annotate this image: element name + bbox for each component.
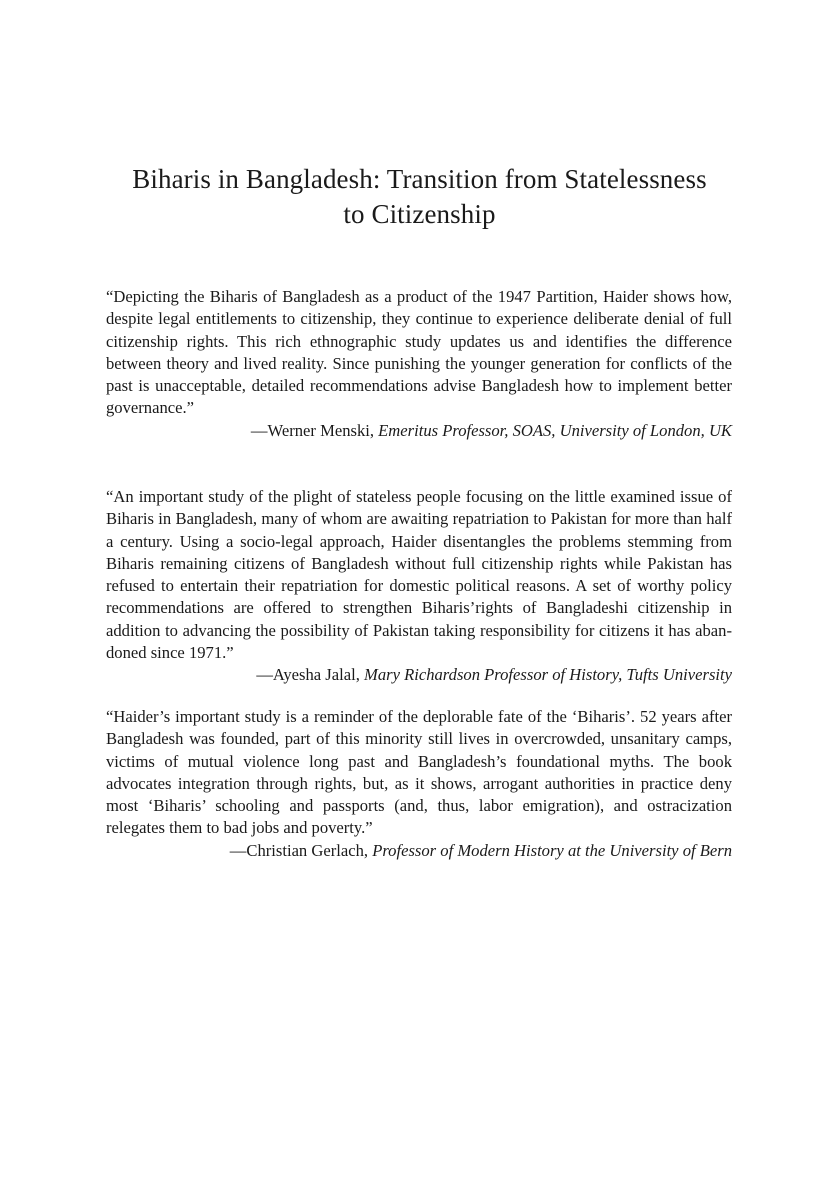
endorsement-jalal	[106, 486, 732, 687]
endorsement-menski	[106, 286, 732, 442]
endorsement-gerlach	[106, 706, 732, 862]
endorser-role: Professor of Modern History at the University of Bern	[372, 840, 732, 860]
endorsement-quote: “Haider’s important study is a reminder of the deplorable fate of the ‘Biharis’. 52 years after Bangladesh was founded, part of this minority still lives in overcrowded, unsanitary camps, victims of mutual violence long past and Bangladesh’s foundational myths. The book advocates integration through rights, but, as it shows, arrogant authorities in practice deny most ‘Biharis’ schooling and passports (and, thus, labor emigration), and ostracization relegates them to bad jobs and poverty.”	[106, 707, 732, 838]
book-title	[100, 162, 739, 232]
endorsement-quote: “An important study of the plight of stateless people focusing on the little examined issue of Biharis in Bangladesh, many of whom are awaiting repatriation to Pakistan for more than half a century. Using a socio-legal approach, Haider disentangles the problems stemming from Biharis remaining citizens of Bangladesh without full citizenship rights while Pakistan has refused to entertain their repatriation for domestic political reasons. A set of worthy policy recommendations are offered to strengthen Biharis’rights of Bangladeshi citizenship in addition to advancing the possibility of Pakistan taking responsibility for citizens it has abandoned since 1971.”	[106, 487, 732, 663]
endorsement-quote: “Depicting the Biharis of Bangladesh as a product of the 1947 Partition, Haider shows how, despite legal entitlements to citizenship, they continue to experience deliberate denial of full citizenship rights. This rich ethnographic study updates us and identifies the difference between theory and lived reality. Since punishing the younger generation for conflicts of the past is unacceptable, detailed recommendations advise Bangladesh how to implement better governance.”	[106, 287, 732, 418]
book-title-line-2: to Citizenship	[343, 199, 496, 229]
endorser-name: —Christian Gerlach,	[229, 840, 373, 860]
endorsement-attribution	[106, 420, 732, 442]
endorser-role: Mary Richardson Professor of History, Tufts University	[364, 665, 732, 685]
endorser-name: —Ayesha Jalal,	[256, 665, 365, 685]
endorser-name: —Werner Menski,	[250, 420, 379, 440]
endorsement-attribution	[106, 840, 732, 862]
endorser-role: Emeritus Professor, SOAS, University of London, UK	[378, 420, 732, 440]
endorsement-attribution	[106, 664, 732, 686]
book-title-line-1: Biharis in Bangladesh: Transition from Statelessness	[132, 164, 707, 194]
